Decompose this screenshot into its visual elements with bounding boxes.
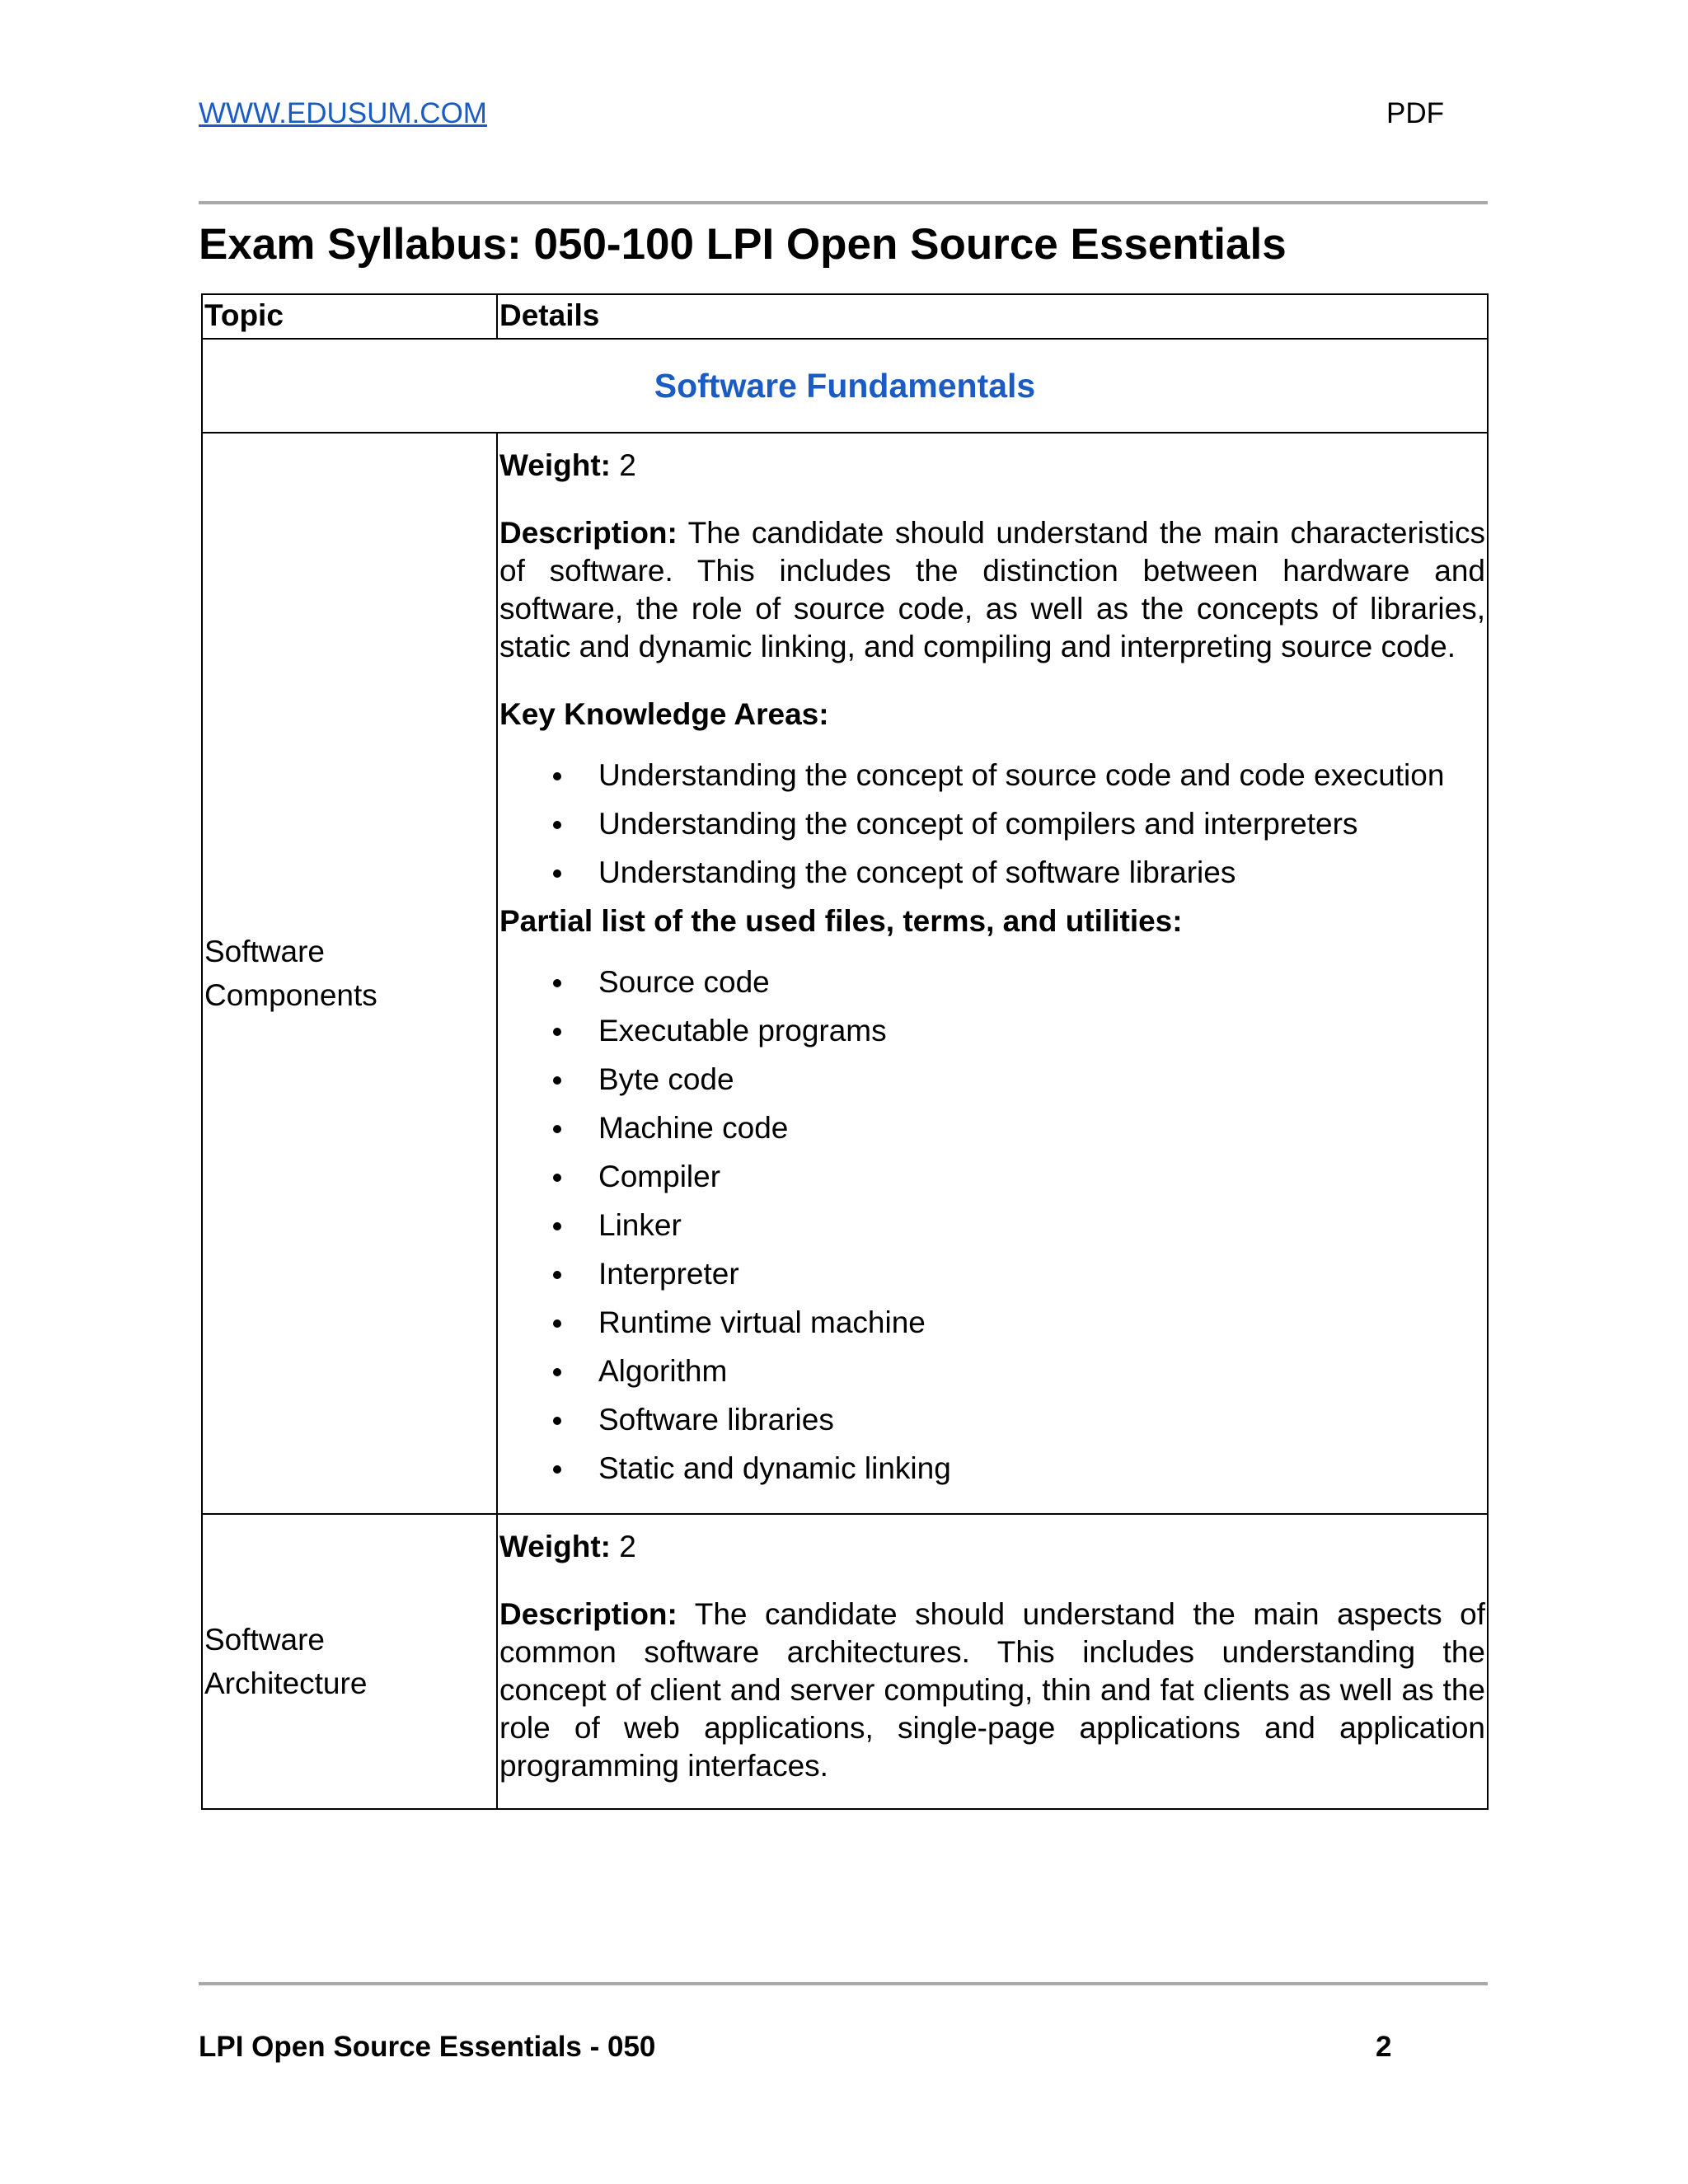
- description-label: Description:: [499, 1597, 678, 1631]
- list-item: Static and dynamic linking: [598, 1450, 1485, 1488]
- list-item: Linker: [598, 1207, 1485, 1244]
- terms-heading: Partial list of the used files, terms, and utilities:: [499, 904, 1183, 938]
- topic-name: Components: [204, 978, 377, 1012]
- list-item: Interpreter: [598, 1255, 1485, 1293]
- weight-value: 2: [619, 1530, 636, 1563]
- weight-label: Weight:: [499, 1530, 611, 1563]
- weight: [499, 1528, 1485, 1566]
- topic-name: Software: [204, 1623, 326, 1657]
- footer-divider: [199, 1982, 1488, 1985]
- list-item: Byte code: [598, 1061, 1485, 1099]
- description: [499, 1596, 1485, 1785]
- list-item: Algorithm: [598, 1352, 1485, 1390]
- page-number: 2: [1376, 2031, 1392, 2063]
- table-row: [202, 1514, 1488, 1809]
- description-label: Description:: [499, 516, 678, 550]
- list-item: Executable programs: [598, 1012, 1485, 1050]
- weight-label: Weight:: [499, 448, 611, 482]
- column-header-details: Details: [497, 294, 1488, 339]
- list-item: Compiler: [598, 1158, 1485, 1196]
- list-item: Machine code: [598, 1109, 1485, 1147]
- list-item: Software libraries: [598, 1401, 1485, 1439]
- key-areas-list: [499, 757, 1485, 892]
- topic-name: Architecture: [204, 1666, 368, 1700]
- header-divider: [199, 201, 1488, 204]
- footer-doc-title: LPI Open Source Essentials - 050: [199, 2031, 656, 2063]
- table-header-row: [202, 294, 1488, 339]
- details-cell: [497, 433, 1488, 1514]
- topic-name: Software: [204, 935, 326, 968]
- description-text: The candidate should understand the main characteristics of software. This includes the distinction between hardware and software, the role of source code, as well as the concepts of libraries, static and dynamic linking, and compiling and interpreting source code.: [499, 516, 1485, 663]
- page-title: Exam Syllabus: 050-100 LPI Open Source Essentials: [199, 220, 1287, 269]
- list-item: Runtime virtual machine: [598, 1304, 1485, 1342]
- site-link[interactable]: WWW.EDUSUM.COM: [199, 97, 487, 129]
- list-item: Understanding the concept of compilers and interpreters: [598, 805, 1485, 843]
- weight: [499, 447, 1485, 485]
- table-row: [202, 433, 1488, 1514]
- topic-cell: [202, 433, 497, 1514]
- description: [499, 514, 1485, 666]
- terms-list: [499, 963, 1485, 1488]
- section-title: Software Fundamentals: [202, 339, 1488, 433]
- format-label: PDF: [1386, 97, 1444, 129]
- column-header-topic: Topic: [202, 294, 497, 339]
- section-row: [202, 339, 1488, 433]
- key-areas-heading: Key Knowledge Areas:: [499, 697, 829, 731]
- syllabus-table: [201, 293, 1489, 1810]
- details-cell: [497, 1514, 1488, 1809]
- weight-value: 2: [619, 448, 636, 482]
- topic-cell: [202, 1514, 497, 1809]
- list-item: Understanding the concept of source code and code execution: [598, 757, 1485, 794]
- list-item: Understanding the concept of software libraries: [598, 854, 1485, 892]
- description-text: The candidate should understand the main aspects of common software architectures. This includes understanding the concept of client and server computing, thin and fat clients as well as the role of web applications, single-page applications and application programming interfaces.: [499, 1597, 1485, 1783]
- list-item: Source code: [598, 963, 1485, 1001]
